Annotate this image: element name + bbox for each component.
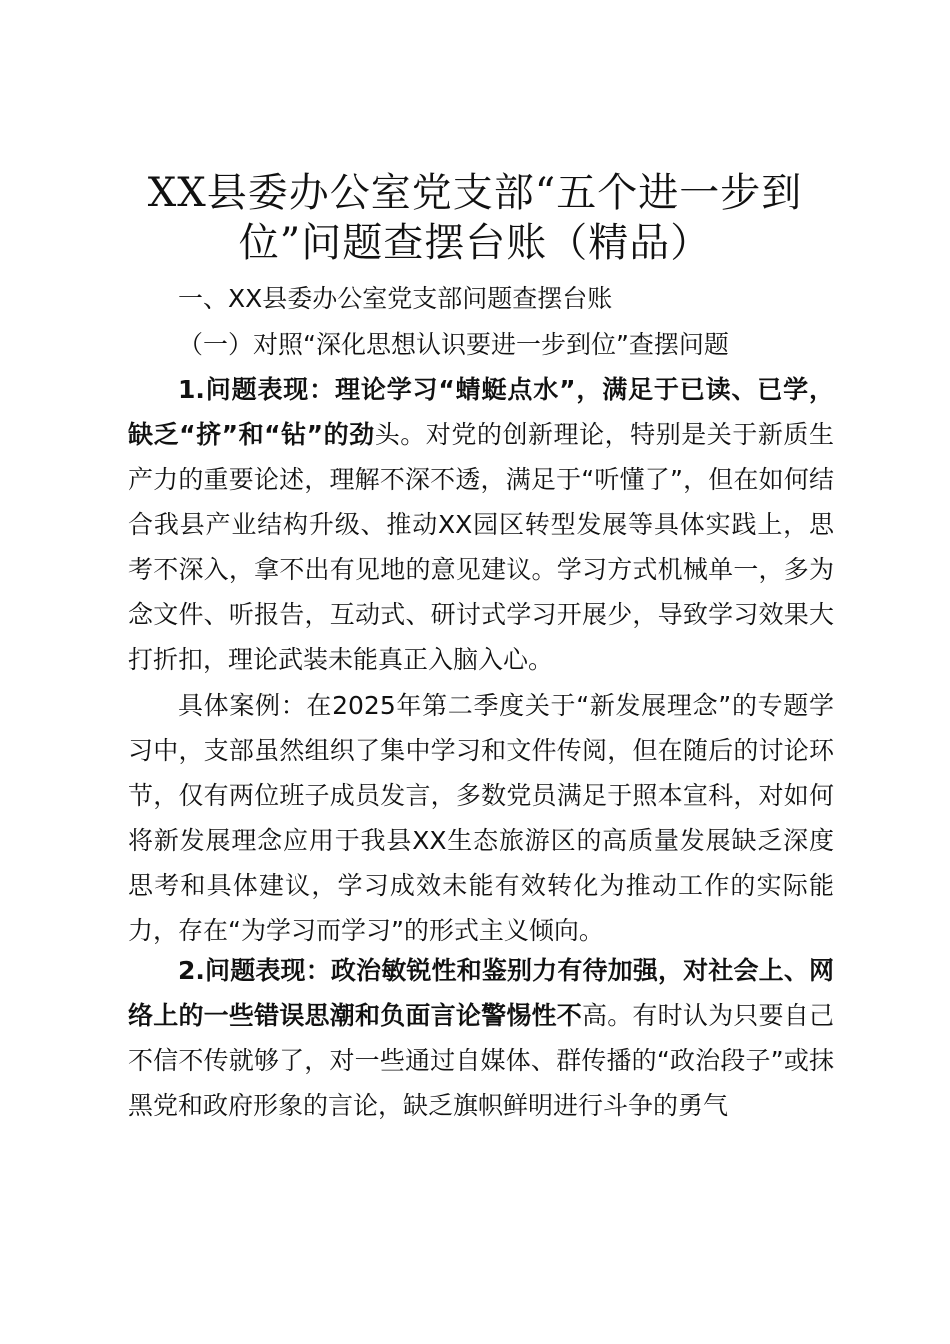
problem-paragraph-2 [128, 948, 834, 1128]
problem-2-lead: 2.问题表现：政治敏锐性和鉴别力有待加强，对社会上、网络上的一些错误思潮和负面言论警惕性不 [128, 956, 834, 1030]
problem-1-lead: 1.问题表现：理论学习“蜻蜓点水”，满足于已读、已学，缺乏“挤”和“钻”的劲 [128, 375, 834, 449]
document-title: XX县委办公室党支部“五个进一步到位”问题查摆台账（精品） [147, 170, 803, 266]
problem-paragraph-1 [128, 367, 834, 682]
problem-2-body: 高。有时认为只要自己不信不传就够了，对一些通过自媒体、群传播的“政治段子”或抹黑党和政府形象的言论，缺乏旗帜鲜明进行斗争的勇气 [128, 1001, 834, 1120]
case-paragraph: 具体案例：在2025年第二季度关于“新发展理念”的专题学习中，支部虽然组织了集中学习和文件传阅，但在随后的讨论环节，仅有两位班子成员发言，多数党员满足于照本宣科，对如何将新发展理念应用于我县XX生态旅游区的高质量发展缺乏深度思考和具体建议，学习成效未能有效转化为推动工作的实际能力，存在“为学习而学习”的形式主义倾向。 [128, 691, 834, 945]
subsection-heading: （一）对照“深化思想认识要进一步到位”查摆问题 [178, 330, 729, 359]
problem-1-body: 头。对党的创新理论，特别是关于新质生产力的重要论述，理解不深不透，满足于“听懂了”，但在如何结合我县产业结构升级、推动XX园区转型发展等具体实践上，思考不深入，拿不出有见地的意见建议。学习方式机械单一，多为念文件、听报告，互动式、研讨式学习开展少，导致学习效果大打折扣，理论武装未能真正入脑入心。 [128, 420, 834, 674]
section-heading: 一、XX县委办公室党支部问题查摆台账 [178, 284, 613, 313]
